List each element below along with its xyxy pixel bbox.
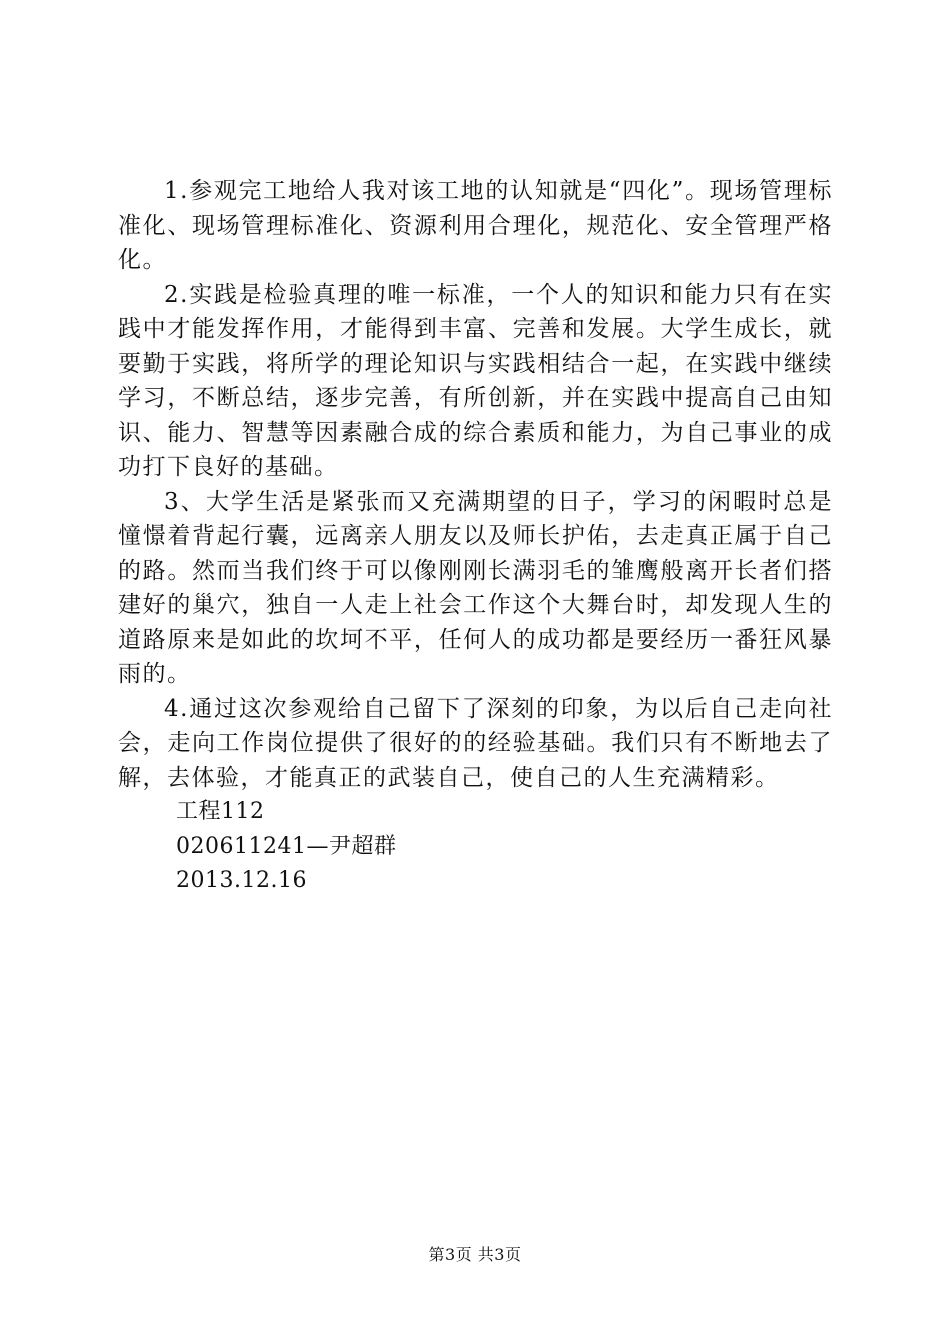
paragraph-1: 1.参观完工地给人我对该工地的认知就是“四化”。现场管理标准化、现场管理标准化、资源利用合理化，规范化、安全管理严格化。 bbox=[118, 178, 833, 273]
signature-student: 020611241—尹超群 bbox=[176, 833, 397, 859]
page-footer: 第3页 共3页 bbox=[428, 1245, 522, 1264]
paragraph-4: 4.通过这次参观给自己留下了深刻的印象，为以后自己走向社会，走向工作岗位提供了很好的的经验基础。我们只有不断地去了解，去体验，才能真正的武装自己，使自己的人生充满精彩。 bbox=[118, 695, 833, 791]
paragraph-3: 3、大学生活是紧张而又充满期望的日子，学习的闲暇时总是憧憬着背起行囊，远离亲人朋友以及师长护佑，去走真正属于自己的路。然而当我们终于可以像刚刚长满羽毛的雏鹰般离开长者们搭建好的巢穴，独自一人走上社会工作这个大舞台时，却发现人生的道路原来是如此的坎坷不平，任何人的成功都是要经历一番狂风暴雨的。 bbox=[118, 488, 833, 687]
signature-date: 2013.12.16 bbox=[176, 868, 307, 893]
signature-class: 工程112 bbox=[176, 799, 265, 824]
document-body bbox=[118, 174, 833, 899]
paragraph-2: 2.实践是检验真理的唯一标准，一个人的知识和能力只有在实践中才能发挥作用，才能得到丰富、完善和发展。大学生成长，就要勤于实践，将所学的理论知识与实践相结合一起，在实践中继续学习，不断总结，逐步完善，有所创新，并在实践中提高自己由知识、能力、智慧等因素融合成的综合素质和能力，为自己事业的成功打下良好的基础。 bbox=[118, 281, 833, 480]
